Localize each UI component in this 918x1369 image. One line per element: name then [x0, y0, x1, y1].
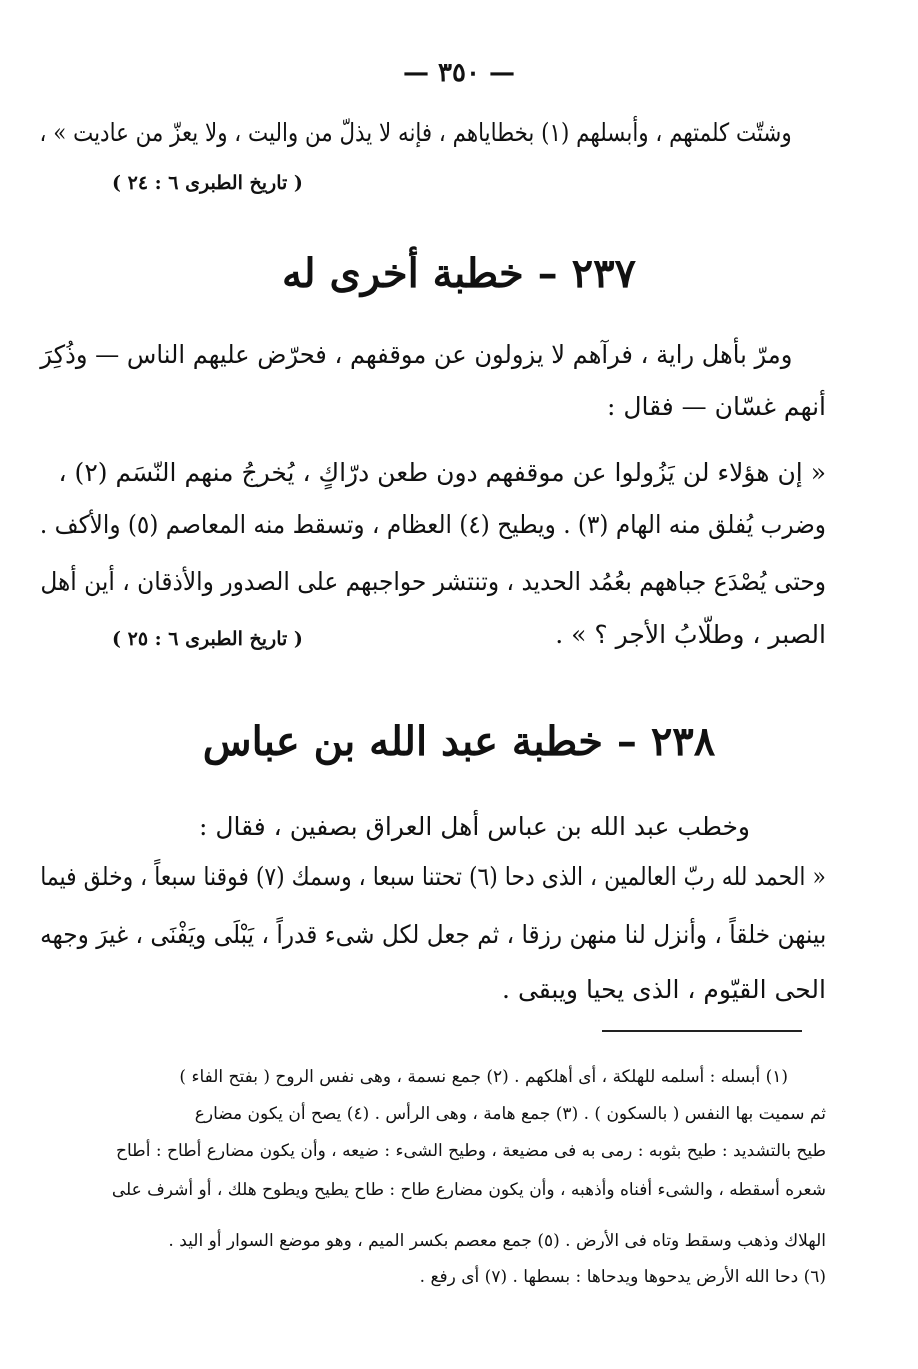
footnote-line: طيح بالتشديد : طيح بثوبه : رمى به فى مضيعة ، وطيح الشىء : ضيعه ، وأن يكون مضارع أطاح : أطاح — [116, 1141, 826, 1161]
footnote-line: (٦) دحا الله الأرض يدحوها ويدحاها : بسطها . (٧) أى رفع . — [419, 1267, 826, 1287]
page-number: — ٣٥٠ — — [402, 58, 516, 88]
text-line: الصبر ، وطلّابُ الأجر ؟ » . — [555, 620, 826, 649]
text-line: وخطب عبد الله بن عباس أهل العراق بصفين ، فقال : — [198, 812, 750, 841]
footnote-line: الهلاك وذهب وسقط وتاه فى الأرض . (٥) جمع معصم بكسر الميم ، وهو موضع السوار أو اليد . — [168, 1231, 826, 1251]
footnote-line: ثم سميت بها النفس ( بالسكون ) . (٣) جمع هامة ، وهى الرأس . (٤) يصح أن يكون مضارع — [194, 1104, 826, 1124]
footnote-line: شعره أسقطه ، والشىء أفناه وأذهبه ، وأن يكون مضارع طاح : طاح يطيح ويطوح هلك ، أو أشرف على — [111, 1180, 826, 1200]
footnote-line: (١) أبسله : أسلمه للهلكة ، أى أهلكهم . (٢) جمع نسمة ، وهى نفس الروح ( بفتح الفاء ) — [179, 1067, 788, 1087]
footnote-separator — [602, 1030, 802, 1032]
source-citation: ( تاريخ الطبرى ٦ : ٢٥ ) — [112, 628, 303, 650]
text-line: أنهم غسّان — فقال : — [606, 392, 826, 421]
section-heading-237: ٢٣٧ – خطبة أخرى له — [281, 250, 637, 297]
text-line: بينهن خلقاً ، وأنزل لنا منهن رزقا ، ثم جعل لكل شىء قدراً ، يَبْلَى ويَفْنَى ، غيرَ وجهه — [39, 920, 826, 949]
text-line: « إن هؤلاء لن يَزُولوا عن موقفهم دون طعن درّاكٍ ، يُخرجُ منهم النّسَم (٢) ، — [58, 458, 826, 487]
text-line: وحتى يُصْدَع جباههم بعُمُد الحديد ، وتنتشر حواجبهم على الصدور والأذقان ، أين أهل — [40, 567, 826, 596]
text-line: الحى القيّوم ، الذى يحيا ويبقى . — [502, 975, 826, 1004]
text-line: وشتّت كلمتهم ، وأبسلهم (١) بخطاياهم ، فإنه لا يذلّ من واليت ، ولا يعزّ من عاديت » ، — [39, 118, 792, 147]
text-line: ومرّ بأهل راية ، فرآهم لا يزولون عن موقفهم ، فحرّض عليهم الناس — وذُكِرَ — [39, 340, 792, 369]
text-line: « الحمد لله ربّ العالمين ، الذى دحا (٦) تحتنا سبعا ، وسمك (٧) فوقنا سبعاً ، وخلق فيما — [40, 862, 826, 891]
source-citation: ( تاريخ الطبرى ٦ : ٢٤ ) — [112, 172, 303, 194]
text-line: وضرب يُفلق منه الهام (٣) . ويطيح (٤) العظام ، وتسقط منه المعاصم (٥) والأكف . — [39, 510, 826, 539]
section-heading-238: ٢٣٨ – خطبة عبد الله بن عباس — [202, 718, 716, 765]
